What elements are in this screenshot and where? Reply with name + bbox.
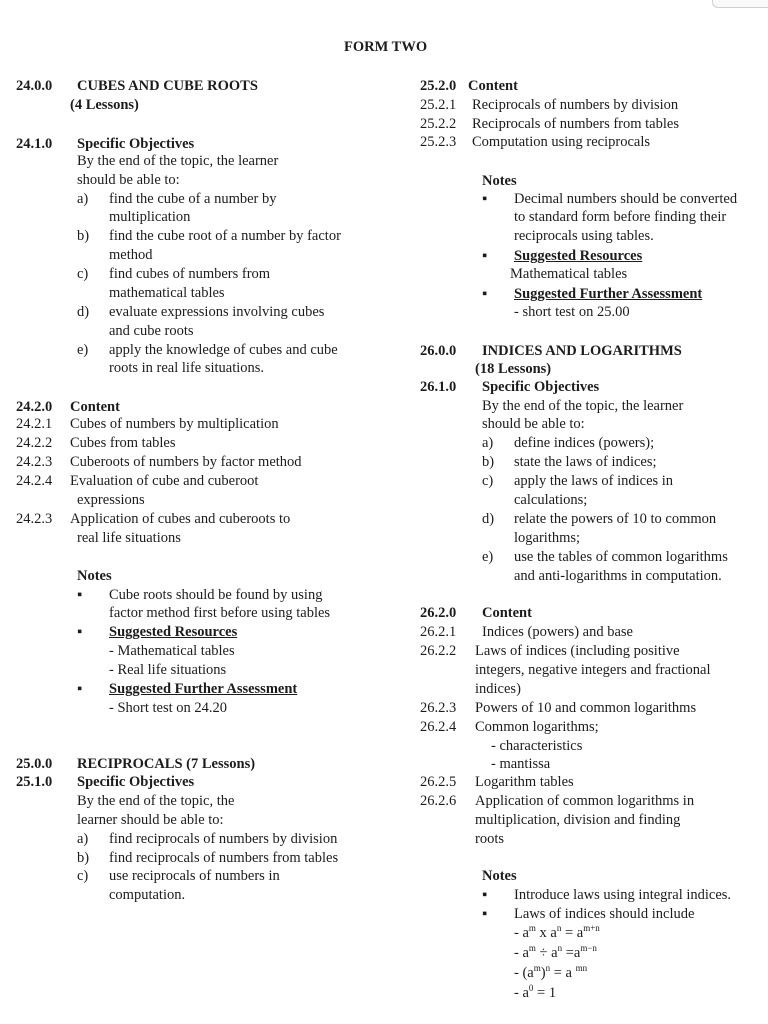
content-text: expressions [77,492,145,508]
objective-text: apply the knowledge of cubes and cube [109,342,338,358]
content-text: Cuberoots of numbers by factor method [70,454,302,470]
note-text: Decimal numbers should be converted [514,191,738,207]
content-number: 26.2.4 [420,719,457,735]
content-number: 26.2.2 [420,643,457,659]
index-law [514,924,600,942]
content-text: Indices (powers) and base [482,624,633,640]
section-title: RECIPROCALS (7 Lessons) [77,756,256,772]
objective-text: find reciprocals of numbers from tables [109,850,339,866]
objective-text: relate the powers of 10 to common [514,511,717,527]
objective-text: use reciprocals of numbers in [109,868,280,884]
law-exponent: n [556,923,562,934]
bullet-icon: ▪ [77,681,83,697]
law-exponent: m+n [583,923,600,934]
intro-text: learner should be able to: [77,812,224,828]
law-text: - a [514,985,529,1001]
list-marker: a) [482,435,494,451]
content-text: Cubes from tables [70,435,176,451]
objective-text: find cubes of numbers from [109,266,271,282]
bullet-icon: ▪ [482,286,488,302]
objective-text: mathematical tables [109,285,225,301]
lesson-count: (18 Lessons) [475,361,552,377]
objective-text: define indices (powers); [514,435,655,451]
list-marker: e) [77,342,89,358]
bullet-icon: ▪ [482,887,488,903]
list-marker: b) [77,850,90,866]
section-number: 25.0.0 [16,756,53,772]
law-exponent: n [545,963,551,974]
notes-heading: Notes [482,173,517,189]
resource-item: - Real life situations [109,662,227,678]
law-text: = 1 [533,985,557,1001]
bullet-icon: ▪ [482,191,488,207]
intro-text: By the end of the topic, the [77,793,235,809]
subsection-number: 26.2.0 [420,605,457,621]
content-text: Logarithm tables [475,774,574,790]
law-text: = a [550,965,576,981]
objective-text: and anti-logarithms in computation. [514,568,722,584]
objective-text: state the laws of indices; [514,454,657,470]
index-law [514,984,556,1002]
subsection-number: 25.1.0 [16,774,53,790]
content-text: multiplication, division and finding [475,812,681,828]
objective-text: find the cube of a number by [109,191,277,207]
content-number: 24.2.3 [16,454,53,470]
list-marker: a) [77,831,89,847]
content-number: 25.2.2 [420,116,457,132]
law-exponent: m [533,963,541,974]
content-number: 24.2.2 [16,435,53,451]
objective-text: logarithms; [514,530,581,546]
content-subitem: - mantissa [491,756,551,772]
law-text: - a [514,945,529,961]
note-text: to standard form before finding their [514,209,727,225]
note-text: reciprocals using tables. [514,228,654,244]
assessment-heading: Suggested Further Assessment [514,286,703,302]
list-marker: d) [77,304,90,320]
law-text: - a [514,925,529,941]
law-exponent: m [528,923,536,934]
intro-text: should be able to: [77,172,180,188]
objective-text: find reciprocals of numbers by division [109,831,338,847]
resource-item: - Mathematical tables [109,643,235,659]
content-number: 25.2.1 [420,97,457,113]
list-marker: c) [77,868,89,884]
objective-text: apply the laws of indices in [514,473,674,489]
law-exponent: m [528,943,536,954]
resources-heading: Suggested Resources [109,624,238,640]
list-marker: b) [482,454,495,470]
law-text: ÷ a [535,945,558,961]
content-text: Laws of indices (including positive [475,643,680,659]
note-text: Laws of indices should include [514,906,695,922]
subsection-title: Specific Objectives [482,379,600,395]
law-exponent: 0 [528,983,534,994]
lesson-count: (4 Lessons) [70,97,139,113]
content-number: 26.2.1 [420,624,457,640]
content-number: 24.2.1 [16,416,53,432]
law-text: x a [535,925,557,941]
notes-heading: Notes [482,868,517,884]
content-text: Computation using reciprocals [472,134,650,150]
objective-text: multiplication [109,209,191,225]
objective-text: roots in real life situations. [109,360,265,376]
content-text: Common logarithms; [475,719,599,735]
assessment-item: - short test on 25.00 [514,304,630,320]
objective-text: calculations; [514,492,588,508]
content-text: Application of cubes and cuberoots to [70,511,291,527]
section-number: 26.0.0 [420,343,457,359]
content-text: indices) [475,681,521,697]
subsection-title: Specific Objectives [77,774,195,790]
content-number: 25.2.3 [420,134,457,150]
intro-text: should be able to: [482,416,585,432]
section-title: CUBES AND CUBE ROOTS [77,78,258,94]
content-text: Reciprocals of numbers from tables [472,116,679,132]
content-text: Reciprocals of numbers by division [472,97,679,113]
objective-text: use the tables of common logarithms [514,549,728,565]
bullet-icon: ▪ [482,906,488,922]
intro-text: By the end of the topic, the learner [482,398,684,414]
law-exponent: n [557,943,563,954]
note-text: Introduce laws using integral indices. [514,887,732,903]
content-number: 24.2.4 [16,473,53,489]
note-text: Cube roots should be found by using [109,587,323,603]
content-number: 26.2.6 [420,793,457,809]
resources-heading: Suggested Resources [514,248,643,264]
content-number: 24.2.3 [16,511,53,527]
objective-text: computation. [109,887,186,903]
resource-item: Mathematical tables [510,266,628,282]
list-marker: c) [77,266,89,282]
law-exponent: mn [575,963,588,974]
subsection-title: Specific Objectives [77,136,195,152]
list-marker: b) [77,228,90,244]
intro-text: By the end of the topic, the learner [77,153,279,169]
subsection-number: 24.1.0 [16,136,53,152]
objective-text: evaluate expressions involving cubes [109,304,325,320]
content-number: 26.2.3 [420,700,457,716]
list-marker: d) [482,511,495,527]
content-text: Powers of 10 and common logarithms [475,700,697,716]
subsection-number: 24.2.0 [16,399,53,415]
assessment-item: - Short test on 24.20 [109,700,228,716]
corner-tab [712,0,768,8]
subsection-title: Content [482,605,532,621]
subsection-title: Content [468,78,518,94]
index-law [514,944,597,962]
content-number: 26.2.5 [420,774,457,790]
subsection-title: Content [70,399,120,415]
law-exponent: m−n [580,943,597,954]
law-text: = a [561,925,584,941]
objective-text: and cube roots [109,323,194,339]
list-marker: c) [482,473,494,489]
objective-text: find the cube root of a number by factor [109,228,341,244]
page-title: FORM TWO [344,39,428,55]
law-text: - (a [514,965,534,981]
subsection-number: 25.2.0 [420,78,457,94]
content-text: roots [475,831,504,847]
content-text: integers, negative integers and fractional [475,662,711,678]
law-text: =a [562,945,581,961]
content-text: Evaluation of cube and cuberoot [70,473,259,489]
list-marker: a) [77,191,89,207]
subsection-number: 26.1.0 [420,379,457,395]
bullet-icon: ▪ [77,624,83,640]
content-text: Cubes of numbers by multiplication [70,416,279,432]
bullet-icon: ▪ [77,587,83,603]
note-text: factor method first before using tables [109,605,331,621]
assessment-heading: Suggested Further Assessment [109,681,298,697]
content-text: Application of common logarithms in [475,793,695,809]
list-marker: e) [482,549,494,565]
objective-text: method [109,247,153,263]
section-number: 24.0.0 [16,78,53,94]
content-text: real life situations [77,530,181,546]
bullet-icon: ▪ [482,248,488,264]
notes-heading: Notes [77,568,112,584]
content-subitem: - characteristics [491,738,583,754]
law-text: ) [540,965,546,981]
index-law [514,964,587,982]
section-title: INDICES AND LOGARITHMS [482,343,682,359]
